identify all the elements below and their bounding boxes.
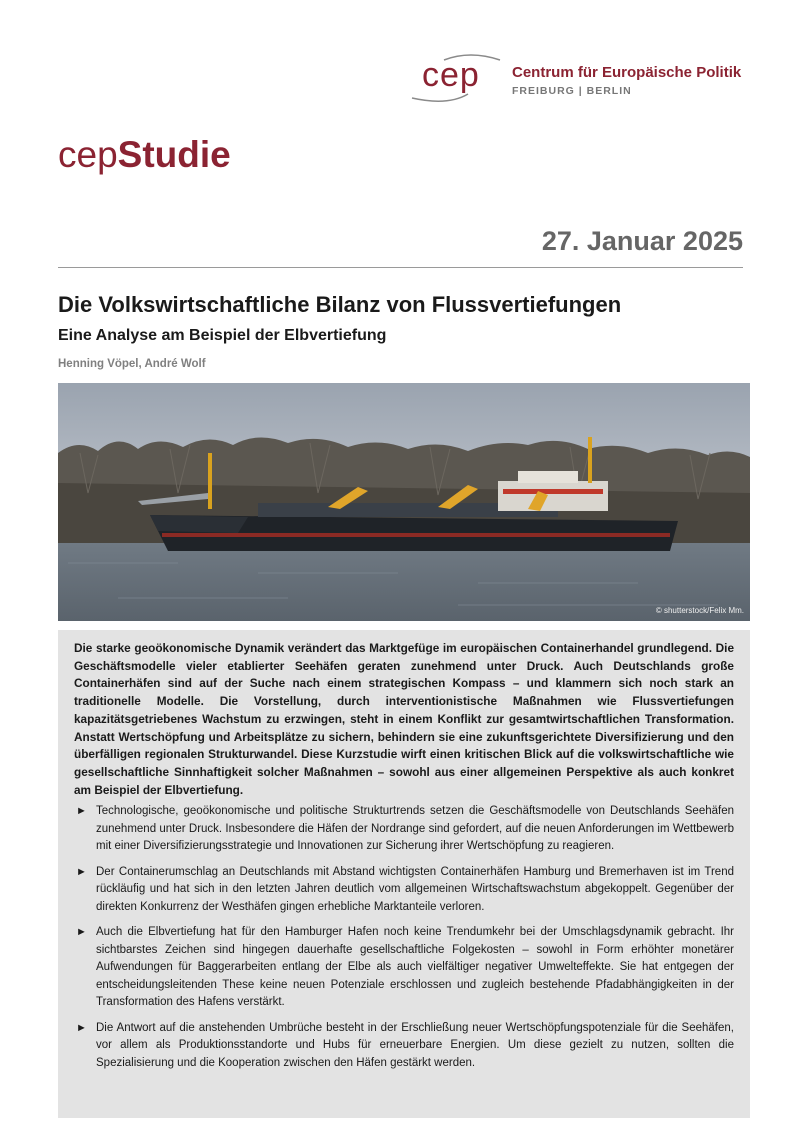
summary-lead: Die starke geoökonomische Dynamik verändert das Marktgefüge im europäischen Containerhandel grundlegend. Die Geschäftsmodelle vieler etablierter Seehäfen geraten zunehmend unter Druck. Auch Deutschlands große Containerhäfen sind auf der Suche nach einem strategischen Kompass – und klammern sich noch stark an traditionelle Modelle. Die Vorstellung, durch interventionistische Maßnahmen wie Flussvertiefungen kapazitätsgetriebenes Wachstum zu erzwingen, steht in einem Konflikt zur gesamtwirtschaftlichen Transformation. Anstatt Wertschöpfung und Arbeitsplätze zu sichern, behindern sie eine zukunftsgerichtete Diversifizierung und den überfälligen regionalen Strukturwandel. Diese Kurzstudie wirft einen kritischen Blick auf die volkswirtschaftliche wie gesellschaftliche Sinnhaftigkeit solcher Maßnahmen – sowohl aus einer allgemeinen Perspektive als auch konkret am Beispiel der Elbvertiefung. xyxy=(74,641,734,797)
key-point xyxy=(74,1020,734,1073)
series-name: Studie xyxy=(117,134,231,175)
cep-logo xyxy=(408,50,748,106)
series-label xyxy=(58,134,231,176)
logo-wordmark: cep xyxy=(422,56,480,94)
triangle-bullet-icon: ► xyxy=(76,1021,87,1034)
triangle-bullet-icon: ► xyxy=(76,805,87,818)
authors: Henning Vöpel, André Wolf xyxy=(58,358,206,370)
dredger-ship-image xyxy=(58,383,750,621)
publication-date: 27. Januar 2025 xyxy=(541,226,743,256)
key-points-list xyxy=(74,803,734,1072)
org-cities: FREIBURG | BERLIN xyxy=(512,85,632,97)
photo-credit: © shutterstock/Felix Mm. xyxy=(655,606,744,615)
series-prefix: cep xyxy=(58,134,118,175)
page-title: Die Volkswirtschaftliche Bilanz von Flussvertiefungen xyxy=(58,292,622,317)
cover-photo xyxy=(58,383,750,621)
key-point-text: Technologische, geoökonomische und politische Strukturtrends setzen die Geschäftsmodelle von Deutschlands Seehäfen zunehmend unter Druck. Insbesondere die Häfen der Nordrange sind gefordert, auf die neuen Anforderungen im Wettbewerb mit einer Diversifizierungsstrategie und Innovationen zur Sicherung ihrer Wertschöpfung zu reagieren. xyxy=(96,805,734,853)
key-point xyxy=(74,803,734,856)
page-subtitle: Eine Analyse am Beispiel der Elbvertiefung xyxy=(58,327,387,344)
key-point-text: Die Antwort auf die anstehenden Umbrüche besteht in der Erschließung neuer Wertschöpfungspotenziale für die Seehäfen, vor allem als Produktionsstandorte und Hubs für erneuerbare Energien. Um diese gezielt zu nutzen, sollten die Spezialisierung und die Kooperation zwischen den Häfen gestärkt werden. xyxy=(96,1021,734,1069)
key-point xyxy=(74,864,734,917)
triangle-bullet-icon: ► xyxy=(76,865,87,878)
summary-box xyxy=(58,630,750,1118)
org-name: Centrum für Europäische Politik xyxy=(512,64,742,81)
key-point-text: Der Containerumschlag an Deutschlands mit Abstand wichtigsten Containerhäfen Hamburg und Bremerhaven ist im Trend rückläufig und hat sich in den letzten Jahren deutlich vom allgemeinen Wirtschaftswachstum abgekoppelt. Gegenüber der direkten Konkurrenz der Westhäfen gingen erhebliche Marktanteile verloren. xyxy=(96,865,734,913)
triangle-bullet-icon: ► xyxy=(76,926,87,939)
header-divider xyxy=(58,267,743,268)
key-point-text: Auch die Elbvertiefung hat für den Hamburger Hafen noch keine Trendumkehr bei der Umschlagsdynamik gebracht. Ihr sichtbarstes Zeichen sind hingegen dauerhafte gesellschaftliche Folgekosten – sowohl in Form erhöhter monetärer Aufwendungen für Baggerarbeiten entlang der Elbe als auch vielfältiger negativer Umwelteffekte. Sie hat entgegen der entscheidungsleitenden These keine neuen Potenziale erschlossen und zugleich bestehende Pfadabhängigkeiten in der Transformation des Hafens verstärkt. xyxy=(96,926,734,1009)
key-point xyxy=(74,924,734,1012)
